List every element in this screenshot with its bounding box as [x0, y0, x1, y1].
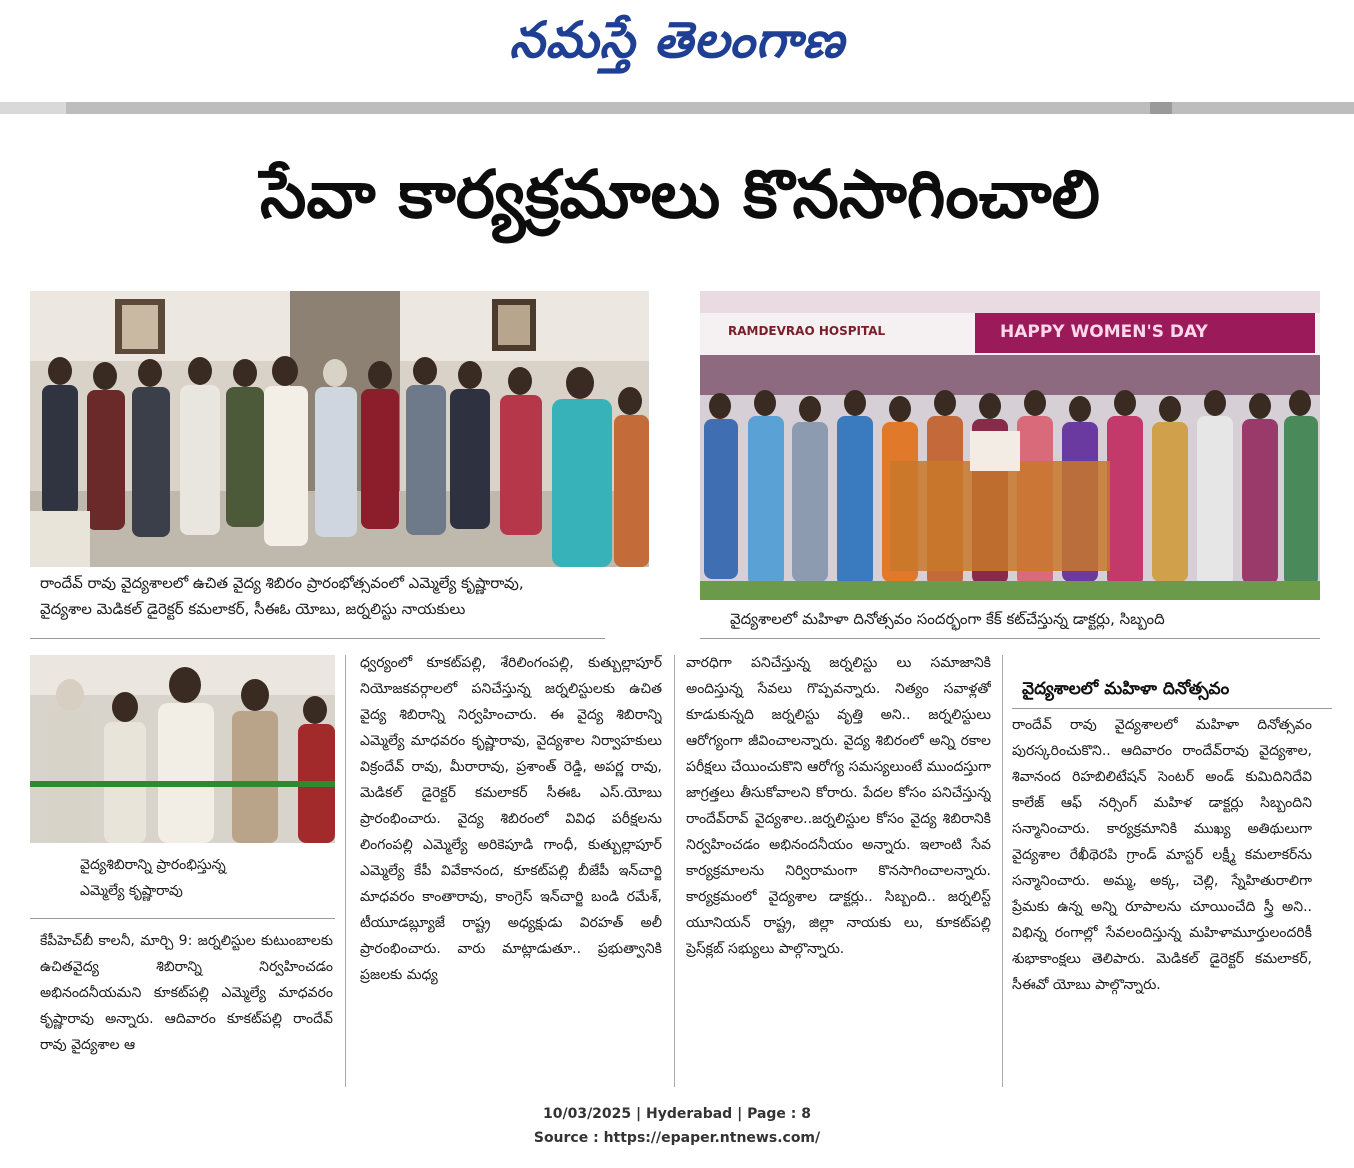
article-col2-text: ధ్వర్యంలో కూకట్‌పల్లి, శేరిలింగంపల్లి, కుత్బుల్లాపూర్ నియోజకవర్గాలలో పనిచేస్తున్న జర్నలిస్టులకు ఉచిత వైద్య శిబిరాన్ని నిర్వహించారు. ఈ వైద్య శిబిరాన్ని ఎమ్మెల్యే మాధవరం కృష్ణారావు, వైద్యశాల నిర్వాహకులు విక్రందేవ్ రావు, మీరారావు, ప్రశాంత్ రెడ్డి, అపర్ణ రావు, మెడికల్ డైరెక్టర్ కమలాకర్ సీఈఓ ఎస్.యోబు ప్రారంభించారు. వైద్య శిబిరంలో వివిధ పరీక్షలను లింగంపల్లి ఎమ్మెల్యే అరికెపూడి గాంధీ, కుత్బుల్లాపూర్ ఎమ్మెల్యే కేపీ వివేకానంద, కూకట్‌పల్లి బీజేపీ ఇన్‌చార్జి మాధవరం కాంతారావు, కాంగ్రెస్ ఇన్‌చార్జి బండి రమేశ్, టీయూడబ్ల్యూజే రాష్ట్ర అధ్యక్షుడు విరహత్ అలీ ప్రారంభించారు. వారు మాట్లాడుతూ.. ప్రభుత్వానికి ప్రజలకు మధ్య — [360, 655, 662, 983]
masthead-rule — [0, 102, 1354, 114]
photo-small-caption — [80, 852, 330, 904]
sidebox-body — [1012, 712, 1312, 1082]
article-col3-text: వారధిగా పనిచేస్తున్న జర్నలిస్టు లు సమాజానికి అందిస్తున్న సేవలు గొప్పవన్నారు. నిత్యం సవాళ్లతో కూడుకున్నది జర్నలిస్టు వృత్తి అని.. జర్నలిస్టులు ఆరోగ్యంగా జీవించాలన్నారు. వైద్య శిబిరంలో అన్ని రకాల పరీక్షలు చేయించుకొని ఆరోగ్య సమస్యలుంటే ముందస్తుగా జాగ్రత్తలు తీసుకోవాలని కోరారు. పేదల కోసం పనిచేస్తున్న రాందేవ్‌రావ్ వైద్యశాల..జర్నలిస్టుల కోసం వైద్య శిబిరానికి నిర్వహించడం అభినందనీయం అన్నారు. ఇలాంటి సేవ కార్యక్రమాలను నిర్విరామంగా కొనసాగించాలన్నారు. కార్యక్రమంలో వైద్యశాల డాక్టర్లు.. సిబ్బంది.. జర్నలిస్ట్ యూనియన్ రాష్ట్ర, జిల్లా నాయకు లు, కూకట్‌పల్లి ప్రెస్‌క్లబ్ సభ్యులు పాల్గొన్నారు. — [686, 655, 991, 957]
column-rule-2 — [674, 655, 675, 1087]
caption-divider-left — [30, 638, 605, 639]
photo-right-caption — [730, 606, 1320, 632]
photo-left-caption-line1: రాందేవ్ రావు వైద్యశాలలో ఉచిత వైద్య శిబిరం ప్రారంభోత్సవంలో ఎమ్మెల్యే కృష్ణారావు, — [40, 574, 524, 592]
sidebox-heading: వైద్యశాలలో మహిళా దినోత్సవం — [1022, 679, 1230, 699]
banner-hospital: RAMDEVRAO HOSPITAL — [728, 324, 886, 338]
banner-event: HAPPY WOMEN'S DAY — [1000, 322, 1208, 342]
article-column-2 — [360, 650, 662, 1084]
photo-womens-day — [700, 291, 1320, 600]
photo-group-inauguration — [30, 291, 649, 567]
photo-ribbon-cutting — [30, 655, 335, 843]
column-rule-1 — [345, 655, 346, 1087]
caption-divider-small — [30, 918, 335, 919]
masthead — [0, 0, 1354, 100]
sidebox-body-text: రాందేవ్ రావు వైద్యశాలలో మహిళా దినోత్సవం పురస్కరించుకొని.. ఆదివారం రాందేవ్‌రావు వైద్యశాల, శివానంద రిహబిలిటేషన్ సెంటర్ అండ్ కుమిదినిదేవి కాలేజ్ ఆఫ్ నర్సింగ్ మహిళ డాక్టర్లు సిబ్బందిని సన్మానించారు. కార్యక్రమానికి ముఖ్య అతిథులుగా వైద్యశాల రేఖీథెరపి గ్రాండ్ మాస్టర్ లక్ష్మీ కమలాకర్‌ను సన్మానించారు. అమ్మ, అక్క, చెల్లి, స్నేహితురాలిగా ప్రేమకు ఉన్న అన్ని రూపాలను చూయించేది స్త్రీ అని.. విభిన్న రంగాల్లో సేవలందిస్తున్న మహిళామూర్తులందరికీ శుభాకాంక్షలు తెలిపారు. మెడికల్ డైరెక్టర్ కమలాకర్, సీఈవో యోబు పాల్గొన్నారు. — [1012, 717, 1312, 993]
article-column-1 — [40, 928, 333, 1084]
newspaper-logo: నమస్తే తెలంగాణ — [509, 10, 845, 69]
photo-left-caption-line2: వైద్యశాల మెడికల్ డైరెక్టర్ కమలాకర్, సీఈఓ యోబు, జర్నలిస్టు నాయకులు — [40, 600, 466, 618]
article-col1-text: కేపీహెచ్‌బీ కాలనీ, మార్చి 9: జర్నలిస్టుల కుటుంబాలకు ఉచితవైద్య శిబిరాన్ని నిర్వహించడం అభినందనీయమని కూకట్‌పల్లి ఎమ్మెల్యే మాధవరం కృష్ణారావు అన్నారు. ఆదివారం కూకట్‌పల్లి రాందేవ్ రావు వైద్యశాల ఆ — [40, 933, 333, 1053]
column-rule-3 — [1002, 655, 1003, 1087]
photo-small-caption-line2: ఎమ్మెల్యే కృష్ణారావు — [80, 883, 183, 899]
footer-date-line: 10/03/2025 | Hyderabad | Page : 8 — [542, 1106, 812, 1122]
photo-right-caption-line: వైద్యశాలలో మహిళా దినోత్సవం సందర్భంగా కేక్ కట్‌చేస్తున్న డాక్టర్లు, సిబ్బంది — [730, 610, 1165, 628]
headline: సేవా కార్యక్రమాలు కొనసాగించాలి — [260, 156, 1100, 233]
photo-left-caption — [40, 570, 660, 622]
footer-source-line: Source : https://epaper.ntnews.com/ — [533, 1130, 821, 1146]
photo-small-caption-line1: వైద్యశిబిరాన్ని ప్రారంభిస్తున్న — [80, 857, 226, 873]
sidebox-divider — [1012, 708, 1332, 709]
article-column-3 — [686, 650, 991, 1084]
caption-divider-right — [700, 638, 1320, 639]
